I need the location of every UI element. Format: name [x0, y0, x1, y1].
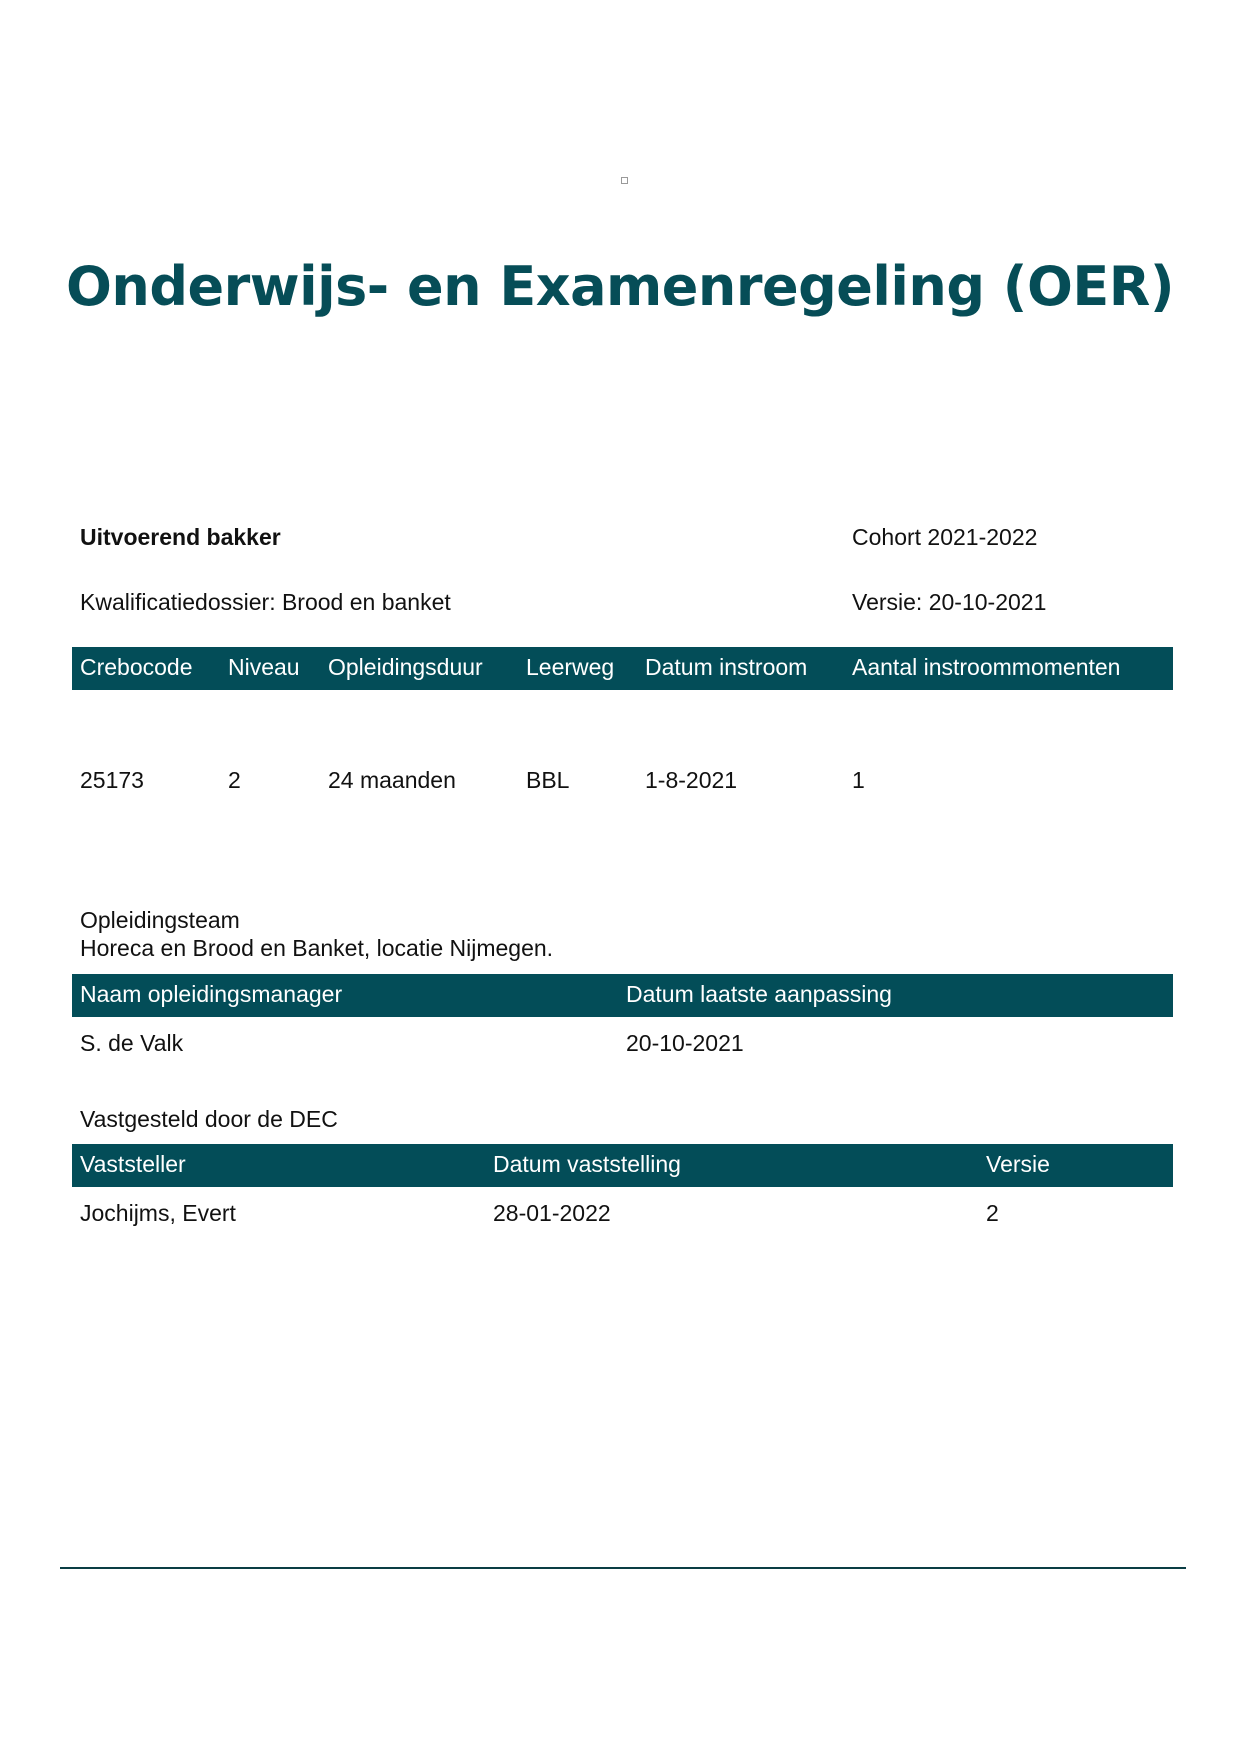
dec-table-header [72, 1144, 1173, 1187]
cell-datum-vaststelling: 28-01-2022 [493, 1200, 611, 1226]
cell-crebocode: 25173 [80, 767, 144, 793]
dec-label: Vastgesteld door de DEC [80, 1106, 338, 1132]
header-datum-instroom: Datum instroom [645, 654, 808, 680]
header-vaststeller: Vaststeller [80, 1151, 186, 1177]
image-placeholder-icon [621, 177, 628, 184]
footer-divider [60, 1567, 1186, 1569]
program-table-header [72, 647, 1173, 690]
cell-versie: 2 [986, 1200, 999, 1226]
qualification-dossier: Kwalificatiedossier: Brood en banket [80, 589, 451, 615]
header-naam-opleidingsmanager: Naam opleidingsmanager [80, 981, 343, 1007]
header-opleidingsduur: Opleidingsduur [328, 654, 483, 680]
header-datum-laatste-aanpassing: Datum laatste aanpassing [626, 981, 892, 1007]
header-versie: Versie [986, 1151, 1050, 1177]
header-crebocode: Crebocode [80, 654, 193, 680]
header-leerweg: Leerweg [526, 654, 615, 680]
team-label: Opleidingsteam [80, 907, 240, 933]
cell-datum-instroom: 1-8-2021 [645, 767, 738, 793]
cohort-label: Cohort 2021-2022 [852, 524, 1038, 550]
manager-table-header [72, 974, 1173, 1017]
cell-vaststeller: Jochijms, Evert [80, 1200, 236, 1226]
header-niveau: Niveau [228, 654, 300, 680]
program-name: Uitvoerend bakker [80, 524, 281, 550]
cell-manager-name: S. de Valk [80, 1030, 184, 1056]
cell-aantal-instroommomenten: 1 [852, 767, 865, 793]
cell-niveau: 2 [228, 767, 241, 793]
cell-last-modified: 20-10-2021 [626, 1030, 744, 1056]
header-aantal-instroommomenten: Aantal instroommomenten [852, 654, 1121, 680]
header-datum-vaststelling: Datum vaststelling [493, 1151, 681, 1177]
cell-opleidingsduur: 24 maanden [328, 767, 456, 793]
version-label: Versie: 20-10-2021 [852, 589, 1047, 615]
team-value: Horeca en Brood en Banket, locatie Nijmegen. [80, 935, 554, 961]
page-title: Onderwijs- en Examenregeling (OER) [65, 255, 1175, 318]
cell-leerweg: BBL [526, 767, 570, 793]
